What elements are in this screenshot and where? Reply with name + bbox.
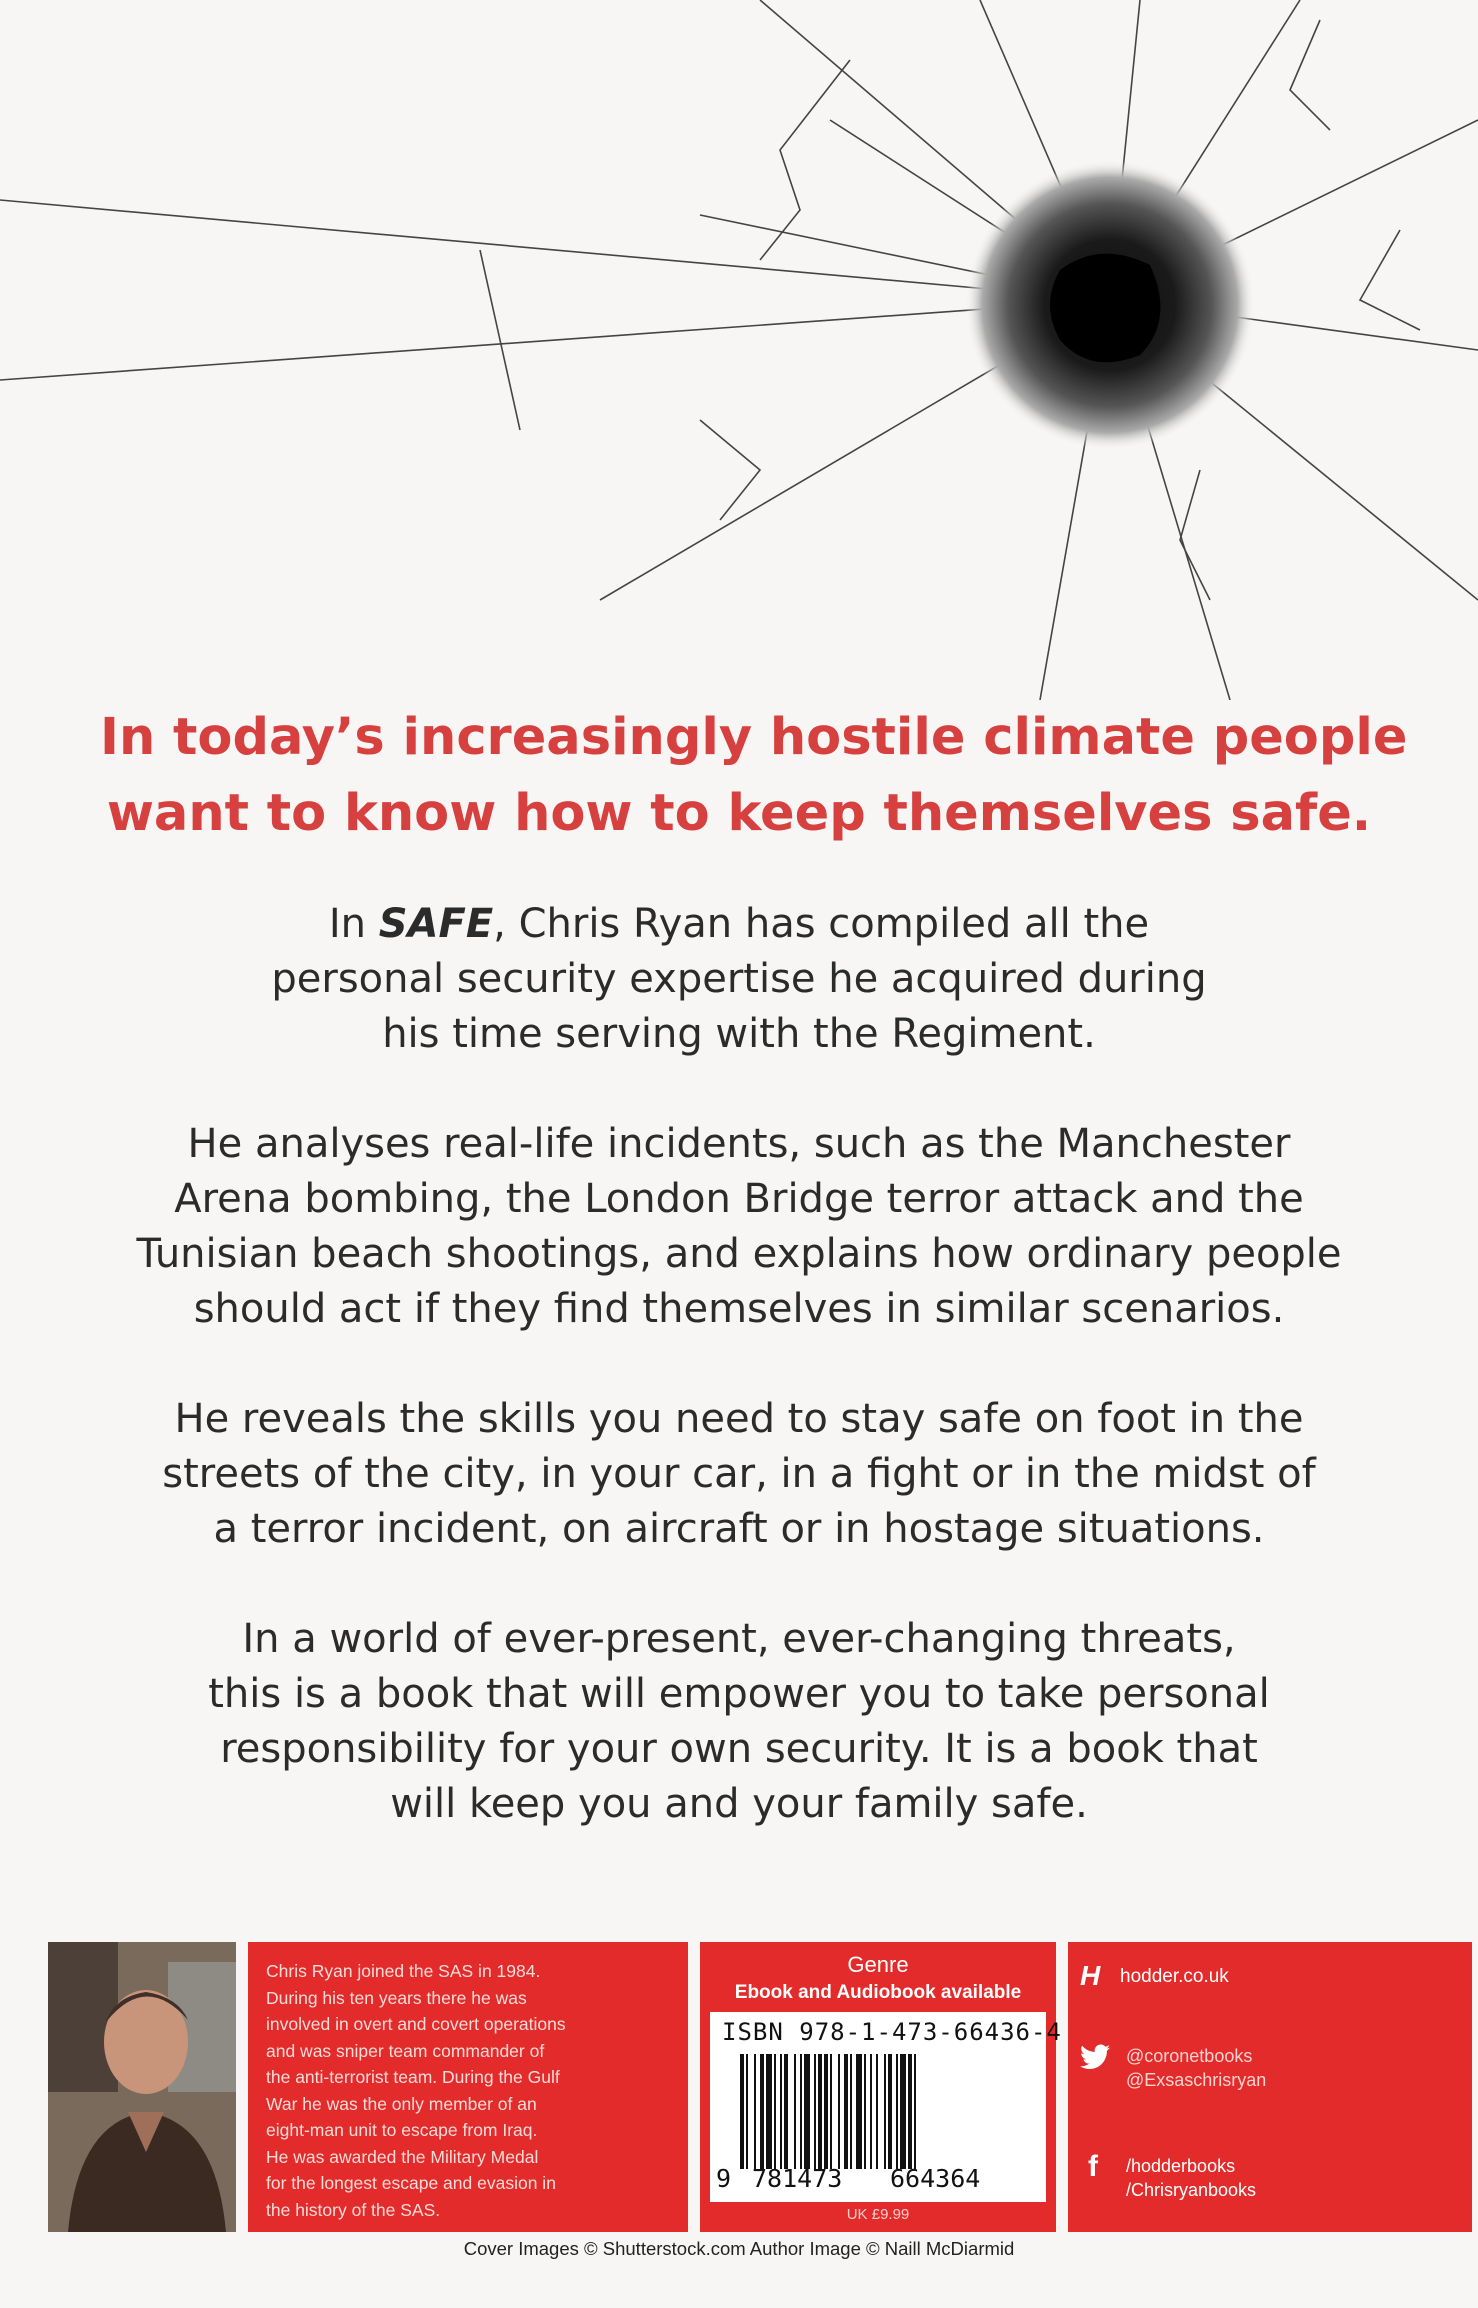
headline — [100, 700, 1408, 852]
barcode-digit-group: 664364 — [890, 2164, 981, 2193]
barcode-bar — [746, 2054, 748, 2169]
bio-line: War he was the only member of an — [266, 2093, 537, 2114]
author-photo — [48, 1942, 236, 2232]
facebook-icon: f — [1088, 2150, 1098, 2183]
blurb-paragraph-2 — [80, 1117, 1398, 1337]
barcode-bar — [780, 2054, 782, 2169]
blurb-line: responsibility for your own security. It is a book that — [220, 1726, 1258, 1772]
blurb-line: should act if they find themselves in similar scenarios. — [193, 1286, 1285, 1332]
barcode-bar — [754, 2054, 756, 2169]
barcode-panel — [710, 2012, 1062, 2202]
barcode-bar — [800, 2054, 802, 2169]
book-title: SAFE — [378, 901, 494, 947]
twitter-handle[interactable]: @coronetbooks — [1126, 2046, 1253, 2066]
barcode-bar — [818, 2054, 822, 2169]
headline-line: In today’s increasingly hostile climate people — [100, 708, 1408, 767]
blurb-line: streets of the city, in your car, in a fight or in the midst of — [162, 1451, 1316, 1497]
barcode-bar — [900, 2054, 906, 2169]
barcode-bar — [824, 2054, 828, 2169]
blurb-text: , Chris Ryan has compiled all the — [493, 901, 1150, 947]
barcode-bar — [908, 2054, 912, 2169]
facebook-page[interactable]: /Chrisryanbooks — [1126, 2180, 1257, 2200]
blurb-line: Arena bombing, the London Bridge terror attack and the — [174, 1176, 1304, 1222]
blurb-line: a terror incident, on aircraft or in hostage situations. — [213, 1506, 1265, 1552]
barcode-bar — [774, 2054, 776, 2169]
barcode-digits — [710, 2164, 1046, 2194]
blurb-paragraph-4 — [80, 1612, 1398, 1832]
barcode-bar — [830, 2054, 832, 2169]
blurb-line: his time serving with the Regiment. — [382, 1011, 1096, 1057]
bio-line: Chris Ryan joined the SAS in 1984. — [266, 1961, 541, 1981]
blurb-line: personal security expertise he acquired during — [271, 956, 1207, 1002]
barcode-bar — [814, 2054, 816, 2169]
bio-line: the history of the SAS. — [266, 2199, 441, 2220]
author-portrait — [48, 1942, 236, 2232]
blurb-line: In a world of ever-present, ever-changing threats, — [242, 1616, 1236, 1662]
barcode-bar — [888, 2054, 892, 2169]
bio-line: He was awarded the Military Medal — [266, 2146, 539, 2167]
bio-line: During his ten years there he was — [266, 1987, 527, 2008]
blurb-paragraph-1 — [80, 897, 1398, 1062]
glass-cracks — [0, 0, 1478, 700]
bio-line: involved in overt and covert operations — [266, 2014, 566, 2034]
blurb-paragraph-3 — [80, 1392, 1398, 1557]
barcode-icon — [740, 2054, 1036, 2169]
price-label: UK £9.99 — [846, 2206, 910, 2223]
bio-line: and was sniper team commander of — [266, 2040, 545, 2061]
bio-line: the anti-terrorist team. During the Gulf — [266, 2067, 560, 2087]
twitter-handle[interactable]: @Exsaschrisryan — [1126, 2070, 1267, 2090]
barcode-bar — [884, 2054, 886, 2169]
genre-title: Genre — [847, 1952, 909, 1977]
barcode-bar — [740, 2054, 744, 2169]
barcode-bar — [896, 2054, 898, 2169]
barcode-bar — [876, 2054, 878, 2169]
barcode-bar — [850, 2054, 852, 2169]
publisher-social-box — [1068, 1942, 1472, 2232]
author-bio-box — [248, 1942, 688, 2232]
facebook-page[interactable]: /hodderbooks — [1126, 2156, 1236, 2176]
barcode-digit-group: 9 — [716, 2164, 732, 2193]
bullet-hole-core — [1050, 254, 1160, 363]
barcode-bar — [870, 2054, 872, 2169]
barcode-bar — [794, 2054, 796, 2169]
blurb-line — [80, 897, 1398, 952]
image-credit: Cover Images © Shutterstock.com Author Image © Naill McDiarmid — [463, 2238, 1015, 2259]
blurb-line: Tunisian beach shootings, and explains how ordinary people — [136, 1231, 1342, 1277]
hodder-logo-icon: H — [1080, 1960, 1101, 1991]
barcode-bar — [864, 2054, 866, 2169]
barcode-digit-group: 781473 — [752, 2164, 843, 2193]
blurb-text: In — [328, 901, 379, 947]
barcode-bar — [760, 2054, 764, 2169]
barcode-bar — [804, 2054, 810, 2169]
barcode-bar — [766, 2054, 772, 2169]
genre-barcode-box — [700, 1942, 1062, 2232]
twitter-bird-icon — [1080, 2044, 1110, 2070]
blurb-line: He reveals the skills you need to stay safe on foot in the — [174, 1396, 1304, 1442]
barcode-bar — [784, 2054, 788, 2169]
blurb-line: will keep you and your family safe. — [390, 1781, 1088, 1827]
shattered-glass-illustration — [0, 0, 1478, 700]
barcode-bar — [844, 2054, 848, 2169]
bio-line: for the longest escape and evasion in — [266, 2173, 556, 2193]
isbn-text: ISBN 978-1-473-66436-4 — [722, 2018, 1062, 2046]
barcode-bar — [856, 2054, 862, 2169]
author-bio — [266, 1958, 566, 2223]
blurb-line: this is a book that will empower you to take personal — [208, 1671, 1270, 1717]
blurb-line: He analyses real-life incidents, such as the Manchester — [187, 1121, 1291, 1167]
publisher-url[interactable]: hodder.co.uk — [1120, 1966, 1229, 1987]
headline-line: want to know how to keep themselves safe. — [106, 784, 1372, 843]
bio-line: eight-man unit to escape from Iraq. — [266, 2120, 538, 2140]
genre-subtitle: Ebook and Audiobook available — [734, 1982, 1022, 2003]
barcode-bar — [838, 2054, 840, 2169]
barcode-bar — [914, 2054, 916, 2169]
